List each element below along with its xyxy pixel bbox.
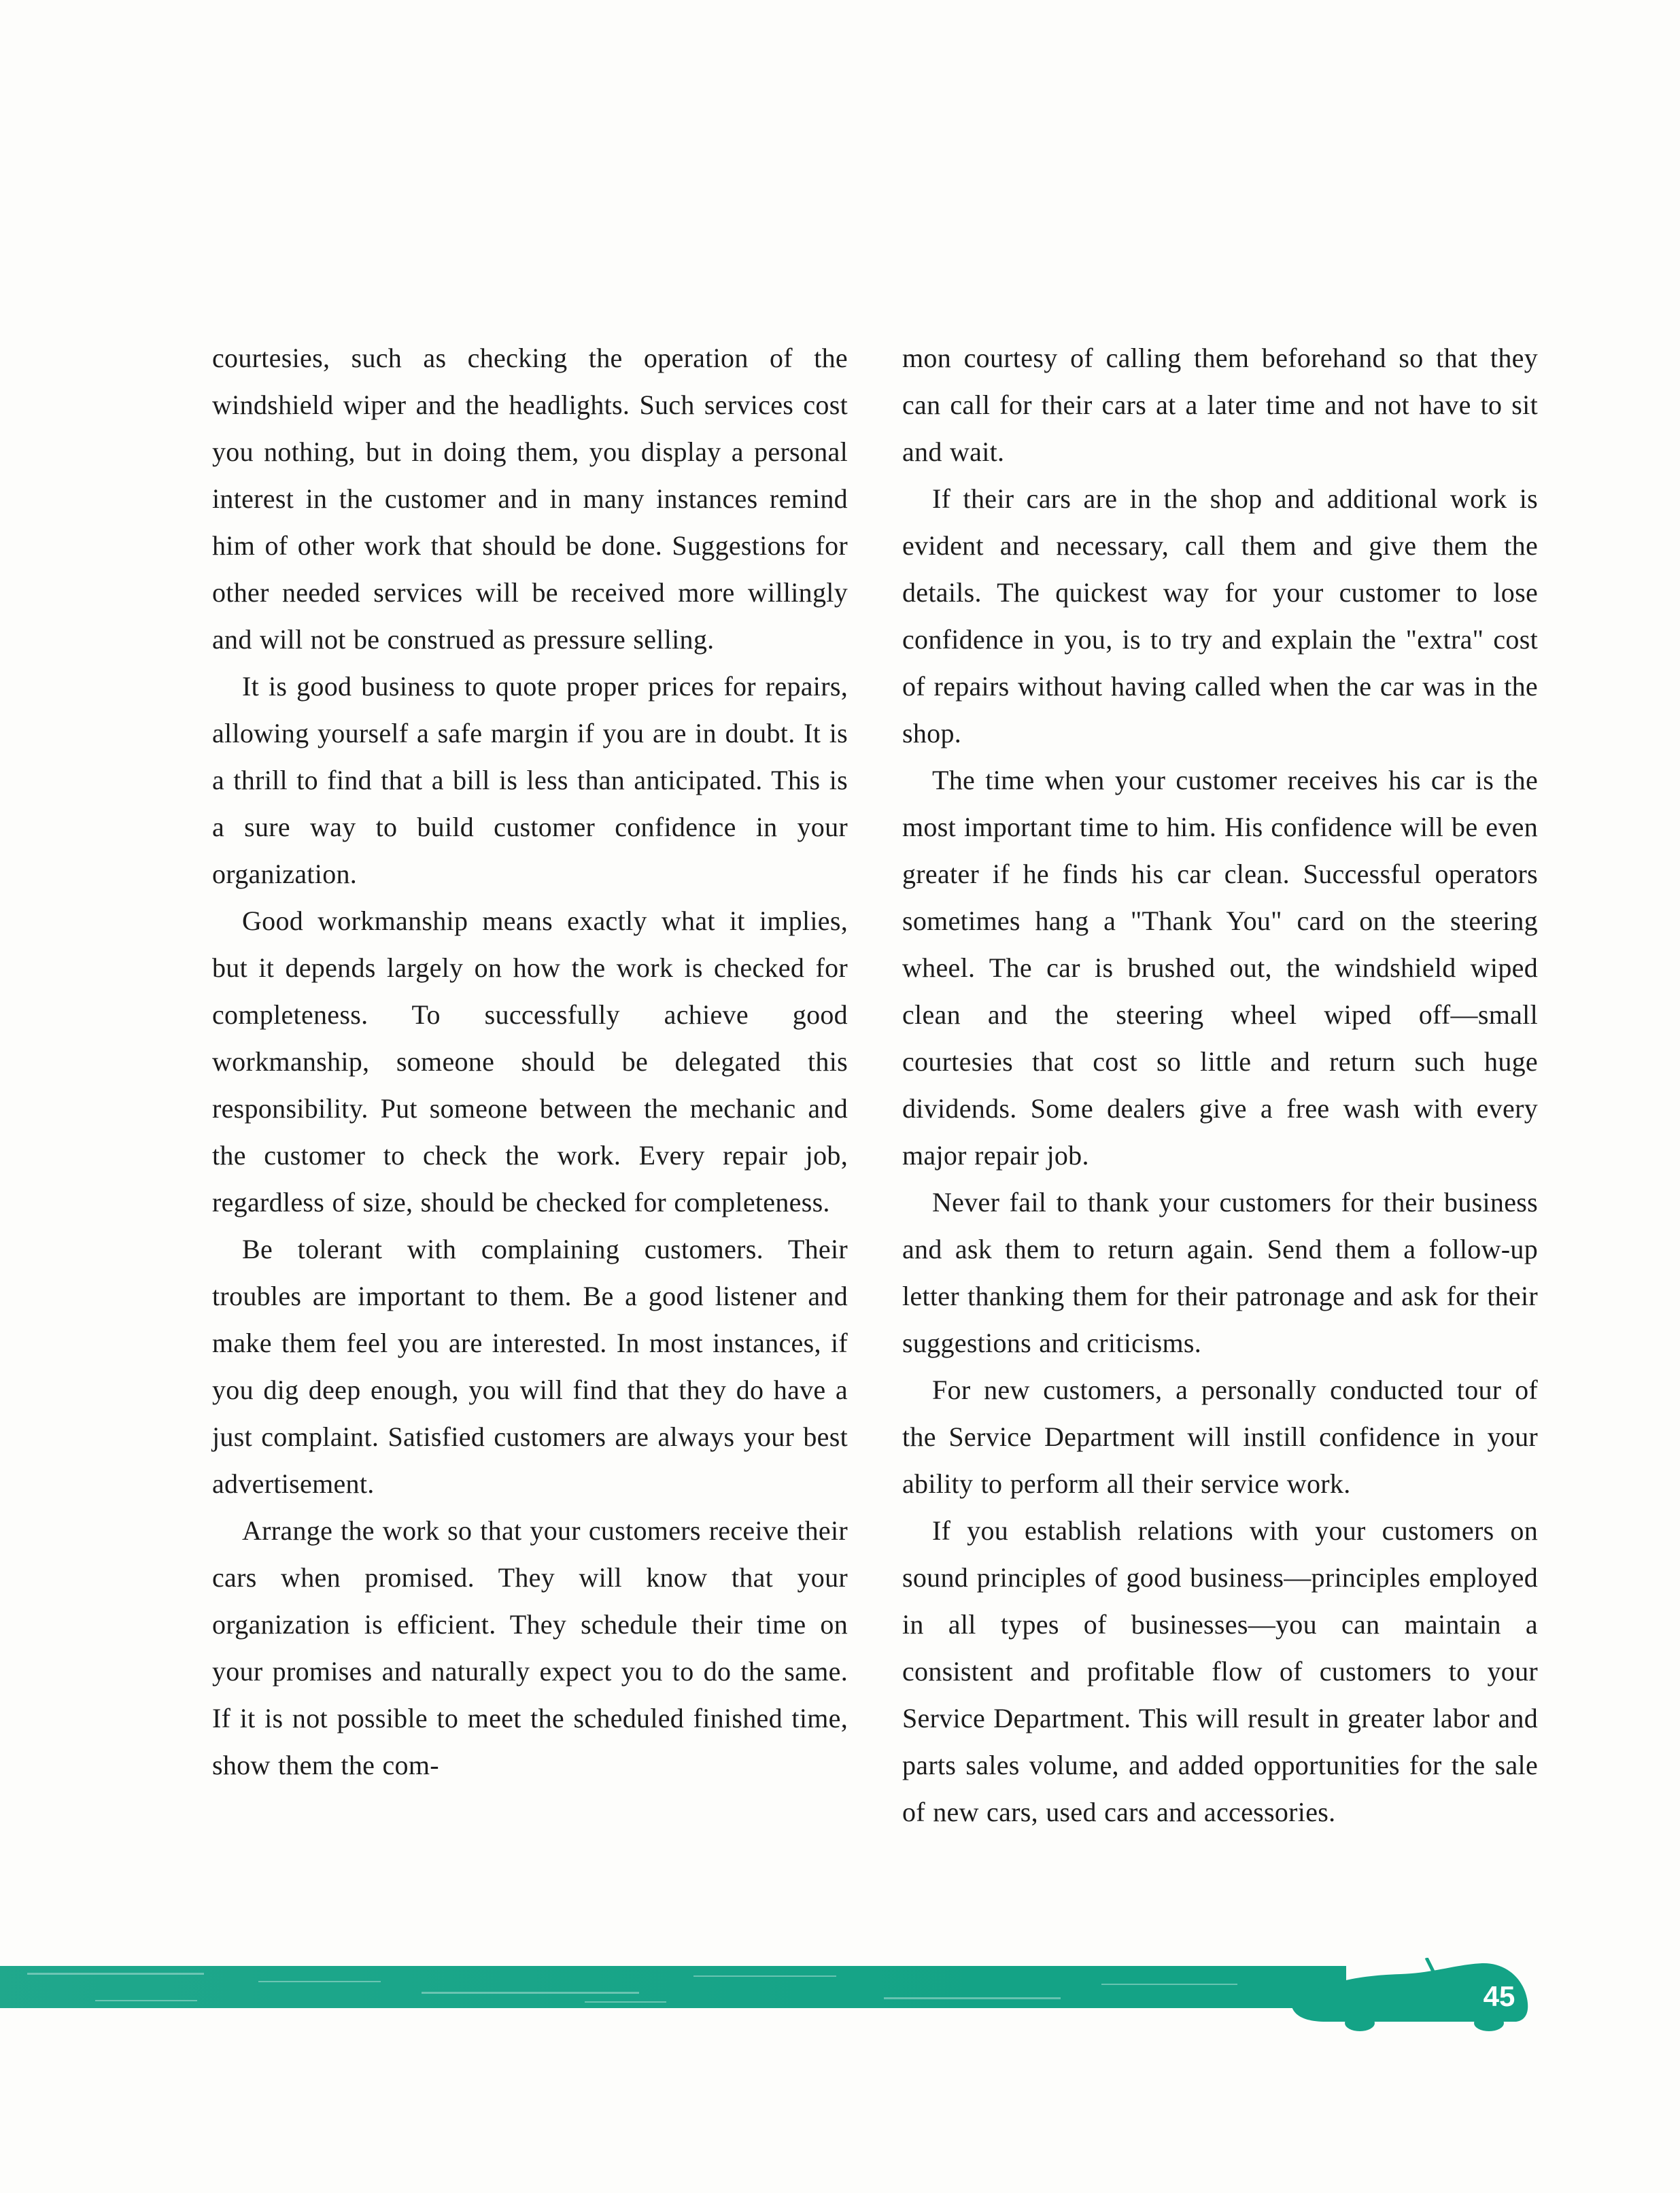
paragraph: For new customers, a personally conducted tour of the Service Department will instill confidence in your ability to perform all their service work.: [902, 1375, 1538, 1499]
paragraph: Good workmanship means exactly what it implies, but it depends largely on how the work is checked for completeness. To successfully achieve good workmanship, someone should be delegated this responsibility. Put someone between the mechanic and the customer to check the work. Every repair job, regardless of size, should be checked for completeness.: [212, 905, 848, 1218]
left-text-column: [212, 334, 848, 1789]
stripe-band: [0, 1966, 1346, 2008]
paragraph: If their cars are in the shop and additional work is evident and necessary, call them and give them the details. The quickest way for your customer to lose confidence in you, is to try and explain the "extra" cost of repairs without having called when the car was in the shop.: [902, 483, 1538, 748]
page-number: 45: [1483, 1980, 1515, 2012]
paragraph: It is good business to quote proper prices for repairs, allowing yourself a safe margin if you are in doubt. It is a thrill to find that a bill is less than anticipated. This is a sure way to build customer confidence in your organization.: [212, 671, 848, 889]
paragraph: courtesies, such as checking the operation of the windshield wiper and the headlights. Such services cost you nothing, but in doing them, you display a personal interest in the customer and in many instances remind him of other work that should be done. Suggestions for other needed services will be received more willingly and will not be construed as pressure selling.: [212, 343, 848, 655]
paragraph: If you establish relations with your customers on sound principles of good business—principles employed in all types of businesses—you can maintain a consistent and profitable flow of customers to your Service Department. This will result in greater labor and parts sales volume, and added opportunities for the sale of new cars, used cars and accessories.: [902, 1515, 1538, 1827]
paragraph: Arrange the work so that your customers receive their cars when promised. They will know that your organization is efficient. They schedule their time on your promises and naturally expect you to do the same. If it is not possible to meet the scheduled finished time, show them the com-: [212, 1515, 848, 1780]
paragraph: The time when your customer receives his car is the most important time to him. His confidence will be even greater if he finds his car clean. Successful operators sometimes hang a "Thank You" card on the steering wheel. The car is brushed out, the windshield wiped clean and the steering wheel wiped off—small courtesies that cost so little and return such huge dividends. Some dealers give a free wash with every major repair job.: [902, 765, 1538, 1171]
paragraph: Be tolerant with complaining customers. Their troubles are important to them. Be a good listener and make them feel you are interested. In most instances, if you dig deep enough, you will find that they do have a just complaint. Satisfied customers are always your best advertisement.: [212, 1234, 848, 1499]
paragraph: Never fail to thank your customers for their business and ask them to return again. Send them a follow-up letter thanking them for their patronage and ask for their suggestions and criticisms.: [902, 1187, 1538, 1358]
right-text-column: [902, 334, 1538, 1835]
footer-speed-stripe: [0, 1958, 1680, 2033]
paragraph: mon courtesy of calling them beforehand so that they can call for their cars at a later time and not have to sit and wait.: [902, 343, 1538, 467]
